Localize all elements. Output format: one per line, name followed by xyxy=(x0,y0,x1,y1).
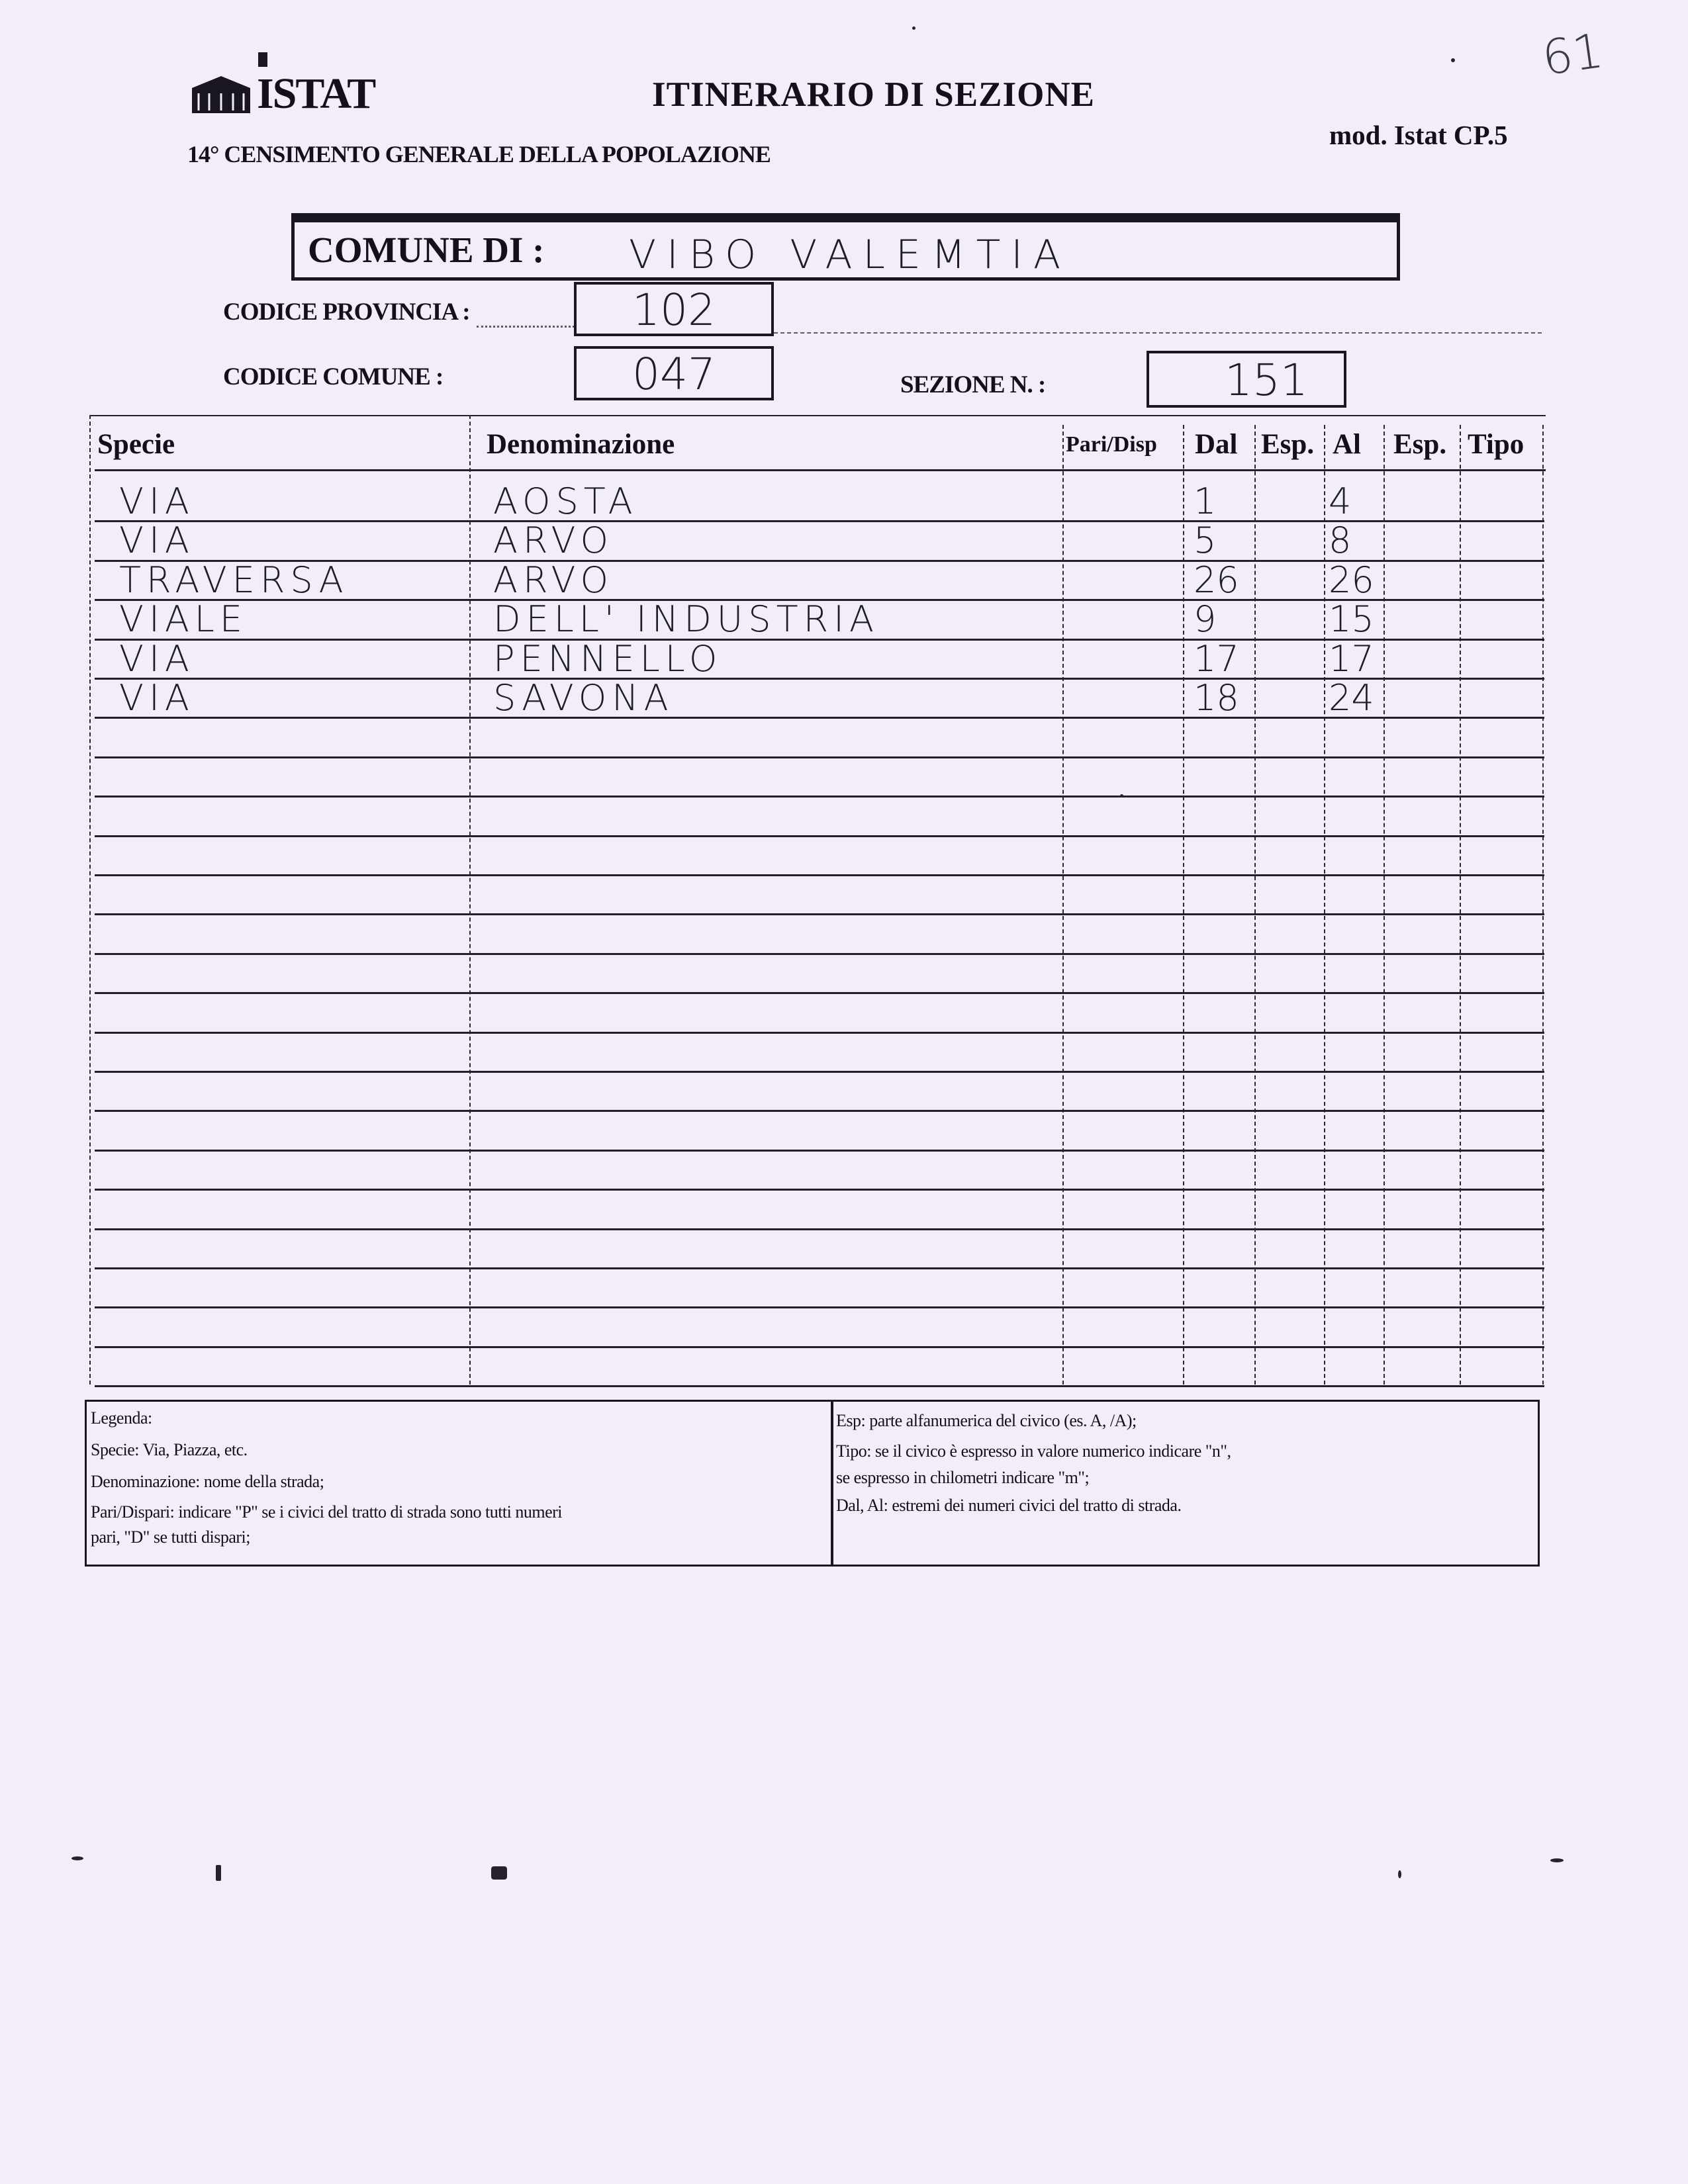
row-rule xyxy=(95,835,1544,837)
logo-text: ISTAT xyxy=(257,69,375,118)
logo-mark-top xyxy=(258,52,267,67)
row-rule xyxy=(95,1110,1544,1112)
sezione-field[interactable]: 151 xyxy=(1147,351,1346,408)
cell-al[interactable]: 4 xyxy=(1329,480,1352,522)
table-top-border xyxy=(89,415,1546,416)
cell-specie[interactable]: VIA xyxy=(119,637,195,680)
provincia-dotted-rule xyxy=(774,332,1542,334)
cell-al[interactable]: 8 xyxy=(1329,520,1352,562)
comune-box xyxy=(291,213,1400,281)
cell-dal[interactable]: 26 xyxy=(1194,559,1239,601)
legend-tipo: Tipo: se il civico è espresso in valore numerico indicare "n", xyxy=(836,1441,1231,1461)
cell-denominazione[interactable]: AOSTA xyxy=(493,480,638,522)
legend-tipo-cont: se espresso in chilometri indicare "m"; xyxy=(836,1468,1090,1487)
codice-comune-field[interactable]: 047 xyxy=(574,346,774,400)
codice-comune-label: CODICE COMUNE : xyxy=(223,363,444,390)
row-rule xyxy=(95,1071,1544,1073)
scan-speck xyxy=(216,1865,221,1881)
col-divider xyxy=(1542,425,1544,1385)
cell-denominazione[interactable]: ARVO xyxy=(493,520,614,562)
row-rule xyxy=(95,1228,1544,1230)
cell-dal[interactable]: 5 xyxy=(1194,520,1217,562)
istat-logo xyxy=(192,43,384,122)
row-rule xyxy=(95,717,1544,719)
col-header-dal: Dal xyxy=(1195,429,1238,460)
provincia-dotted-leader xyxy=(477,326,575,328)
cell-denominazione[interactable]: DELL' INDUSTRIA xyxy=(493,598,879,641)
col-divider xyxy=(1324,425,1325,1385)
street-itinerary-table xyxy=(89,415,1546,1385)
census-title: 14° CENSIMENTO GENERALE DELLA POPOLAZIONE xyxy=(187,141,771,167)
col-header-pari-disp: Pari/Disp xyxy=(1066,432,1157,457)
col-header-esp-1: Esp. xyxy=(1261,429,1315,460)
legend-pari-dispari: Pari/Dispari: indicare "P" se i civici del tratto di strada sono tutti numeri xyxy=(91,1502,563,1522)
col-header-specie: Specie xyxy=(97,429,175,460)
legend-esp: Esp: parte alfanumerica del civico (es. A, /A); xyxy=(836,1411,1137,1430)
cell-denominazione[interactable]: SAVONA xyxy=(493,677,674,719)
col-header-denominazione: Denominazione xyxy=(487,429,675,460)
col-divider xyxy=(1183,425,1184,1385)
scan-speck xyxy=(1451,58,1455,62)
cell-al[interactable]: 17 xyxy=(1329,637,1374,680)
cell-al[interactable]: 24 xyxy=(1329,677,1374,719)
legend-dal-al: Dal, Al: estremi dei numeri civici del tratto di strada. xyxy=(836,1496,1182,1515)
model-code: mod. Istat CP.5 xyxy=(1329,120,1508,150)
cell-denominazione[interactable]: PENNELLO xyxy=(493,637,723,680)
scan-speck xyxy=(1550,1858,1564,1862)
col-divider xyxy=(89,415,91,1385)
row-rule xyxy=(95,953,1544,955)
cell-denominazione[interactable]: ARVO xyxy=(493,559,614,601)
legend-left-box xyxy=(85,1400,833,1567)
cell-specie[interactable]: TRAVERSA xyxy=(119,559,349,601)
row-rule xyxy=(95,756,1544,758)
col-header-esp-2: Esp. xyxy=(1393,429,1447,460)
row-rule xyxy=(95,1385,1544,1387)
istat-building-icon xyxy=(192,76,250,113)
row-rule xyxy=(95,913,1544,915)
scan-speck xyxy=(1398,1870,1401,1878)
row-rule xyxy=(95,1150,1544,1152)
col-header-al: Al xyxy=(1333,429,1361,460)
row-rule xyxy=(95,520,1544,522)
cell-specie[interactable]: VIA xyxy=(119,677,195,719)
cell-al[interactable]: 26 xyxy=(1329,559,1374,601)
col-divider xyxy=(1062,425,1064,1385)
cell-dal[interactable]: 9 xyxy=(1194,598,1217,641)
col-divider xyxy=(1254,425,1256,1385)
row-rule xyxy=(95,992,1544,994)
row-rule xyxy=(95,1189,1544,1191)
comune-label: COMUNE DI : xyxy=(308,230,545,270)
page-number: 61 xyxy=(1538,23,1607,86)
row-rule xyxy=(95,1346,1544,1348)
form-title: ITINERARIO DI SEZIONE xyxy=(652,75,1095,114)
scan-speck xyxy=(912,26,915,30)
cell-al[interactable]: 15 xyxy=(1329,598,1374,641)
legend-denominazione: Denominazione: nome della strada; xyxy=(91,1472,324,1491)
scan-speck xyxy=(491,1866,507,1880)
row-rule xyxy=(95,678,1544,680)
cell-specie[interactable]: VIA xyxy=(119,480,195,522)
row-rule xyxy=(95,796,1544,797)
legend-right-box xyxy=(831,1400,1540,1567)
col-divider xyxy=(1460,425,1461,1385)
cell-dal[interactable]: 18 xyxy=(1194,677,1239,719)
comune-value[interactable]: VIBO VALEMTIA xyxy=(629,232,1072,278)
legend-specie: Specie: Via, Piazza, etc. xyxy=(91,1440,248,1459)
codice-provincia-field[interactable]: 102 xyxy=(574,282,774,336)
col-header-tipo: Tipo xyxy=(1468,429,1524,460)
scan-speck xyxy=(1120,794,1123,797)
sezione-label: SEZIONE N. : xyxy=(900,371,1046,398)
row-rule xyxy=(95,874,1544,876)
cell-dal[interactable]: 17 xyxy=(1194,637,1239,680)
row-rule xyxy=(95,1032,1544,1034)
cell-dal[interactable]: 1 xyxy=(1194,480,1217,522)
cell-specie[interactable]: VIALE xyxy=(119,598,248,641)
col-divider xyxy=(1383,425,1385,1385)
legend-pari-dispari-cont: pari, "D" se tutti dispari; xyxy=(91,1527,250,1547)
codice-provincia-label: CODICE PROVINCIA : xyxy=(223,298,470,326)
legend-title: Legenda: xyxy=(91,1408,152,1428)
scan-speck xyxy=(71,1856,83,1860)
row-rule xyxy=(95,1267,1544,1269)
row-rule xyxy=(95,1306,1544,1308)
legend xyxy=(85,1400,1540,1567)
table-header-rule xyxy=(95,469,1546,471)
cell-specie[interactable]: VIA xyxy=(119,520,195,562)
